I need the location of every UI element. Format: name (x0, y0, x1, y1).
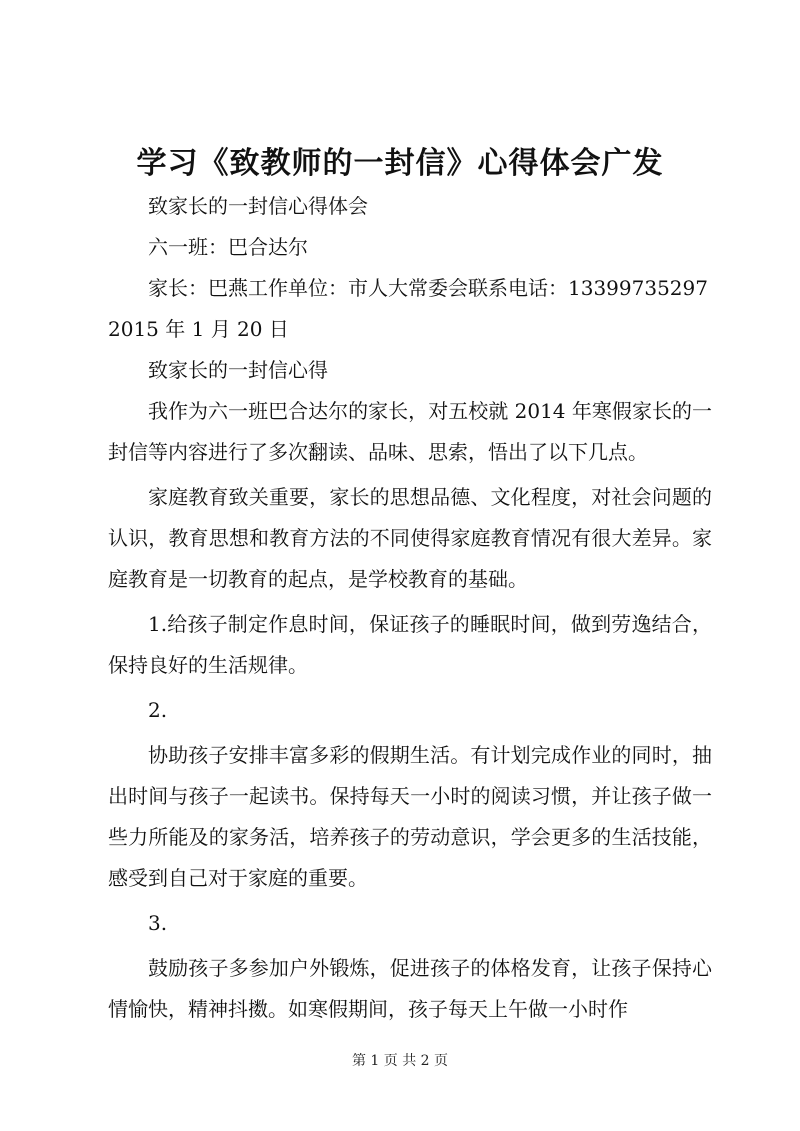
subtitle-line: 致家长的一封信心得体会 (148, 194, 368, 218)
paragraph: 家庭教育致关重要，家长的思想品德、文化程度，对社会问题的认识，教育思想和教育方法的不同使得家庭教育情况有很大差异。家庭教育是一切教育的起点，是学校教育的基础。 (108, 485, 712, 591)
list-number-3: 3. (148, 911, 168, 935)
list-item-2: 协助孩子安排丰富多彩的假期生活。有计划完成作业的同时，抽出时间与孩子一起读书。保持每天一小时的阅读习惯，并让孩子做一些力所能及的家务活，培养孩子的劳动意识，学会更多的生活技能，感受到自己对于家庭的重要。 (108, 743, 712, 890)
document-body (108, 186, 712, 1030)
heading-line: 致家长的一封信心得 (148, 358, 328, 382)
parent-info-line: 家长：巴燕工作单位：市人大常委会联系电话：13399735297 (148, 276, 708, 300)
paragraph: 我作为六一班巴合达尔的家长，对五校就 2014 年寒假家长的一封信等内容进行了多次翻读、品味、思索，悟出了以下几点。 (108, 399, 712, 464)
page-footer: 第 1 页 共 2 页 (351, 1053, 449, 1069)
document-title: 学习《致教师的一封信》心得体会广发 (136, 146, 664, 181)
list-number-2: 2. (148, 698, 168, 722)
list-item-3: 鼓励孩子多参加户外锻炼，促进孩子的体格发育，让孩子保持心情愉快，精神抖擞。如寒假期间，孩子每天上午做一小时作 (108, 956, 712, 1021)
list-item-1: 1.给孩子制定作息时间，保证孩子的睡眠时间，做到劳逸结合，保持良好的生活规律。 (108, 612, 712, 677)
class-line: 六一班：巴合达尔 (148, 235, 308, 259)
date-line: 2015 年 1 月 20 日 (108, 317, 289, 341)
